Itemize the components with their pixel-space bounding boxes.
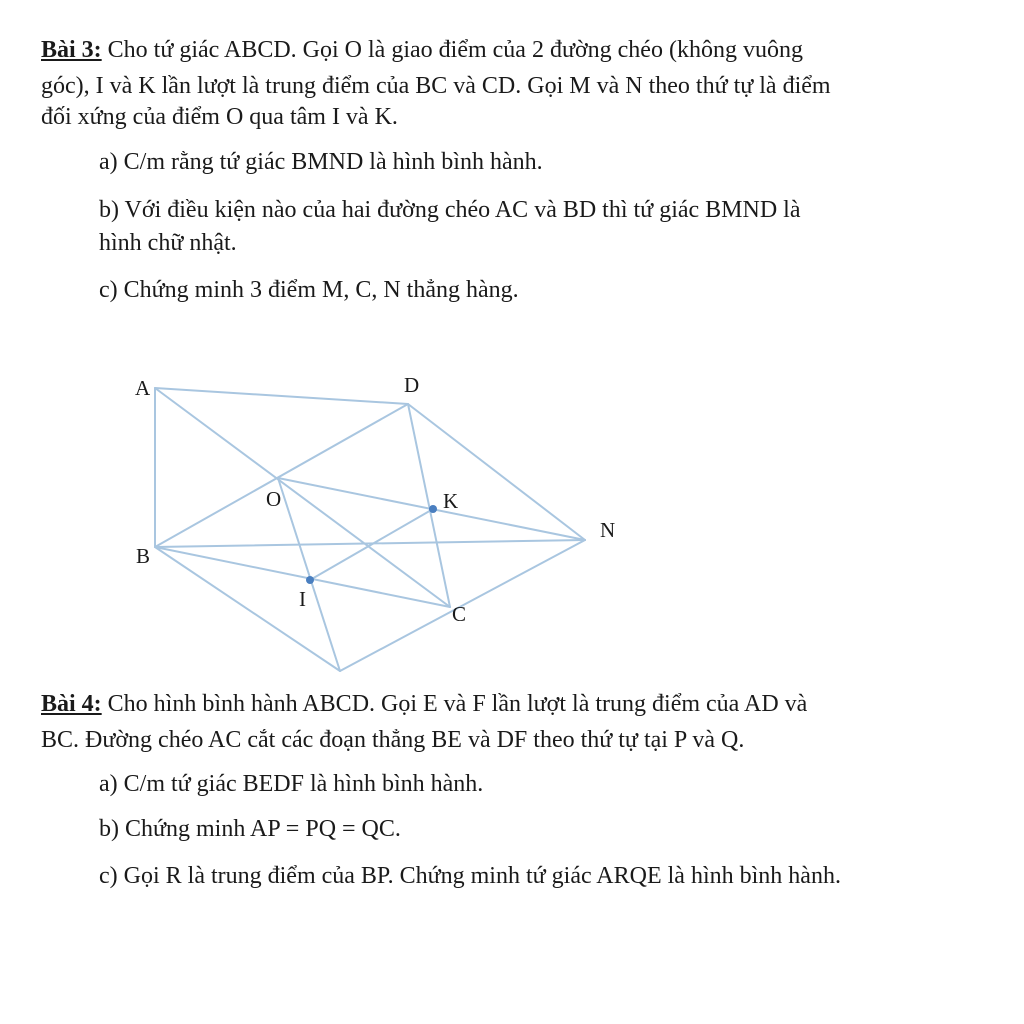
- label-o: O: [266, 487, 282, 511]
- bai3-question-b: b) Với điều kiện nào của hai đường chéo AC và BD thì tứ giác BMND là: [99, 197, 801, 223]
- bai3-question-b-cont: hình chữ nhật.: [99, 230, 237, 256]
- bai4-title: Bài 4:: [41, 691, 102, 717]
- label-d: D: [404, 373, 420, 397]
- point-i: [306, 576, 314, 584]
- bai3-question-c: c) Chứng minh 3 điểm M, C, N thẳng hàng.: [99, 277, 519, 303]
- bai4-intro-1: Cho hình bình hành ABCD. Gọi E và F lần lượt là trung điểm của AD và: [107, 691, 808, 717]
- bai3-title: Bài 3:: [41, 37, 102, 63]
- label-b: B: [136, 544, 151, 568]
- bai3-question-a: a) C/m rằng tứ giác BMND là hình bình hành.: [99, 149, 543, 175]
- bai4-question-c: c) Gọi R là trung điểm của BP. Chứng minh tứ giác ARQE là hình bình hành.: [99, 863, 841, 889]
- bai3-intro-3: đối xứng của điểm O qua tâm I và K.: [41, 104, 398, 130]
- label-i: I: [299, 587, 306, 611]
- label-k: K: [443, 489, 459, 513]
- bai4-intro-2: BC. Đường chéo AC cắt các đoạn thẳng BE và DF theo thứ tự tại P và Q.: [41, 727, 745, 753]
- segment-dn: [408, 404, 585, 540]
- bai3-intro-2: góc), I và K lần lượt là trung điểm của BC và CD. Gọi M và N theo thứ tự là điểm: [41, 73, 831, 99]
- bai4-question-a: a) C/m tứ giác BEDF là hình bình hành.: [99, 771, 484, 797]
- segment-ac: [155, 388, 450, 607]
- label-n: N: [600, 518, 616, 542]
- segment-ad: [155, 388, 408, 404]
- bai4-question-b: b) Chứng minh AP = PQ = QC.: [99, 816, 401, 842]
- label-c: C: [452, 602, 467, 626]
- label-a: A: [135, 376, 151, 400]
- bai3-intro-1: Cho tứ giác ABCD. Gọi O là giao điểm của 2 đường chéo (không vuông: [107, 37, 803, 63]
- segment-bd: [155, 404, 408, 547]
- point-k: [429, 505, 437, 513]
- bai4-line-1: [41, 690, 807, 718]
